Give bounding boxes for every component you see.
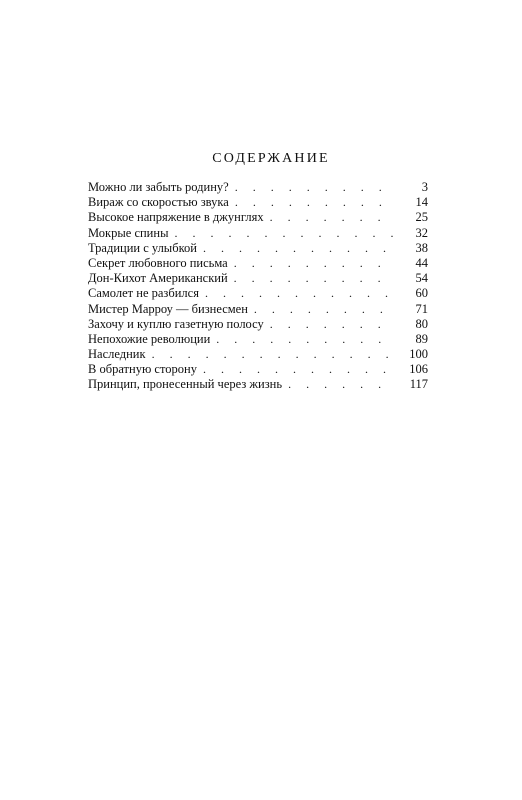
toc-entry-title: Мокрые спины xyxy=(88,225,169,240)
toc-entry-title: Дон-Кихот Американский xyxy=(88,271,228,286)
dot-leader xyxy=(174,226,396,241)
toc-entry-title: Высокое напряжение в джунглях xyxy=(88,210,264,225)
toc-entry-title: Секрет любовного письма xyxy=(88,255,228,270)
toc-entry-title: Самолет не разбился xyxy=(88,286,199,301)
toc-entry-page: 25 xyxy=(415,210,428,225)
toc-entry-page: 100 xyxy=(409,347,428,362)
toc-entry-title: Мистер Марроу — бизнесмен xyxy=(88,301,248,316)
toc-entry-title: Принцип, пронесенный через жизнь xyxy=(88,377,283,392)
toc-entry-title: Непохожие революции xyxy=(88,331,211,346)
dot-leader xyxy=(270,317,396,332)
toc-entry-title: Наследник xyxy=(88,347,146,362)
toc-entry-page: 3 xyxy=(421,180,428,194)
dot-leader xyxy=(152,347,396,362)
toc-entry xyxy=(88,241,428,256)
table-of-contents xyxy=(88,180,428,393)
toc-heading: СОДЕРЖАНИЕ xyxy=(212,151,330,166)
dot-leader xyxy=(288,377,396,392)
toc-entry-title: Традиции с улыбкой xyxy=(88,240,197,255)
toc-entry xyxy=(88,377,428,392)
toc-entry-title: В обратную сторону xyxy=(88,362,197,377)
toc-entry-page: 89 xyxy=(415,331,428,346)
toc-entry xyxy=(88,317,428,332)
toc-entry xyxy=(88,286,428,301)
toc-entry-page: 14 xyxy=(415,195,428,210)
toc-entry-page: 71 xyxy=(415,301,428,316)
toc-entry xyxy=(88,226,428,241)
toc-entry-page: 54 xyxy=(415,271,428,286)
toc-entry-page: 60 xyxy=(415,286,428,301)
toc-entry-page: 32 xyxy=(415,225,428,240)
toc-entry-title: Вираж со скоростью звука xyxy=(88,195,229,210)
dot-leader xyxy=(270,210,396,225)
toc-entry xyxy=(88,347,428,362)
toc-entry xyxy=(88,195,428,210)
toc-entry-page: 117 xyxy=(409,377,428,392)
toc-entry-page: 44 xyxy=(415,255,428,270)
toc-entry-page: 106 xyxy=(409,362,428,377)
toc-entry-title: Захочу и куплю газетную полосу xyxy=(88,316,264,331)
toc-entry xyxy=(88,362,428,377)
toc-entry xyxy=(88,271,428,286)
dot-leader xyxy=(234,256,396,271)
toc-entry-page: 38 xyxy=(415,240,428,255)
dot-leader xyxy=(254,302,396,317)
toc-entry xyxy=(88,180,428,195)
dot-leader xyxy=(235,180,396,195)
dot-leader xyxy=(216,332,396,347)
toc-entry xyxy=(88,256,428,271)
dot-leader xyxy=(203,241,396,256)
toc-entry xyxy=(88,332,428,347)
toc-entry xyxy=(88,210,428,225)
toc-entry xyxy=(88,302,428,317)
toc-entry-page: 80 xyxy=(415,316,428,331)
dot-leader xyxy=(203,362,396,377)
dot-leader xyxy=(234,271,396,286)
dot-leader xyxy=(235,195,396,210)
dot-leader xyxy=(205,286,396,301)
toc-entry-title: Можно ли забыть родину? xyxy=(88,180,229,194)
